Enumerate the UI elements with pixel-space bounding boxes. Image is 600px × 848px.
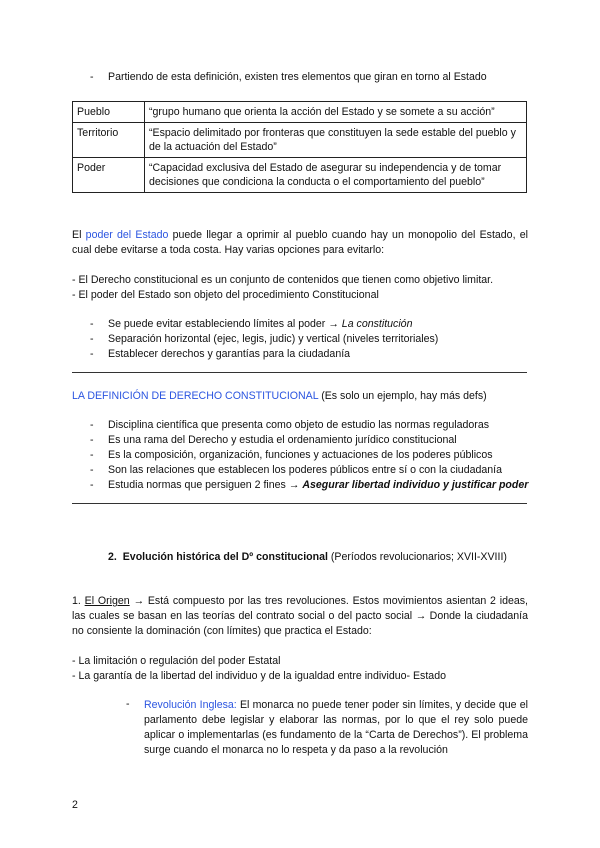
poder-del-estado-link[interactable]: poder del Estado <box>85 229 169 241</box>
table-definition: “Capacidad exclusiva del Estado de asegurar su independencia y de tomar decisiones que condiciona la conducta o el comportamiento del pueblo” <box>145 158 527 193</box>
poder-post: puede llegar a oprimir al pueblo cuando hay un monopolio del Estado, el cual debe evitarse a toda costa. Hay varias opciones para evitarlo: <box>72 229 528 256</box>
table-row <box>73 123 527 158</box>
intro-bullet <box>90 71 487 83</box>
list-item-text: Es una rama del Derecho y estudia el ordenamiento jurídico constitucional <box>108 434 457 446</box>
revolucion-text: El monarca no puede tener poder sin límites, y decide que el parlamento debe legislar y elaborar las normas, por lo que el rey solo puede aplicar o implementarlas (es fundamento de la “Carta de Derechos”). El problema surge cuando el monarca no lo respeta y da paso a la revolución <box>144 699 528 756</box>
list-item-emphasis: La constitución <box>341 318 413 330</box>
origen-text: → Está compuesto por las tres revoluciones. Estos movimientos asientan 2 ideas, las cuales se basan en las teorías del contrato social o del pacto social → Donde la ciudadanía no consiente la dominación (con límites) que practica el Estado: <box>72 595 528 637</box>
bullet-dash: - <box>90 333 94 345</box>
origen-paragraph <box>72 594 528 639</box>
derecho-line: - El poder del Estado son objeto del procedimiento Constitucional <box>72 289 379 301</box>
list-item-text: Establecer derechos y garantías para la ciudadanía <box>108 348 351 360</box>
revolucion-inglesa-paragraph <box>144 698 528 758</box>
poder-pre: El <box>72 229 86 241</box>
derecho-line: - El Derecho constitucional es un conjunto de contenidos que tienen como objetivo limitar. <box>72 274 494 286</box>
table-term: Pueblo <box>73 102 145 123</box>
list-item <box>90 434 457 446</box>
bullet-dash: - <box>90 348 94 360</box>
revolucion-inglesa-link[interactable]: Revolución Inglesa: <box>144 699 237 711</box>
list-item-text: Separación horizontal (ejec, legis, judic) y vertical (niveles territoriales) <box>108 333 439 345</box>
origen-number: 1. <box>72 595 85 607</box>
list-item <box>90 419 489 431</box>
origen-line: - La limitación o regulación del poder Estatal <box>72 655 281 667</box>
list-item-text: Es la composición, organización, funciones y actuaciones de los poderes públicos <box>108 449 493 461</box>
section-subtitle: (Períodos revolucionarios; XVII-XVIII) <box>327 551 507 563</box>
list-item-text: Son las relaciones que establecen los poderes públicos entre sí o con la ciudadanía <box>108 464 502 476</box>
list-item-emphasis: Asegurar libertad individuo y justificar poder <box>302 479 529 491</box>
list-item <box>90 348 350 360</box>
intro-bullet-text: Partiendo de esta definición, existen tres elementos que giran en torno al Estado <box>108 71 487 83</box>
list-item <box>90 333 438 345</box>
table-definition: “grupo humano que orienta la acción del Estado y se somete a su acción” <box>145 102 527 123</box>
table-row <box>73 158 527 193</box>
definicion-title: LA DEFINICIÓN DE DERECHO CONSTITUCIONAL <box>72 390 319 402</box>
list-item <box>90 318 412 330</box>
definicion-heading <box>72 390 487 402</box>
table-term: Poder <box>73 158 145 193</box>
divider <box>72 503 527 504</box>
definicion-note: (Es solo un ejemplo, hay más defs) <box>318 390 487 402</box>
section-heading <box>108 551 507 563</box>
bullet-dash: - <box>90 434 94 446</box>
bullet-dash: - <box>90 318 94 330</box>
list-item-text: Estudia normas que persiguen 2 fines → <box>108 479 303 491</box>
list-item <box>90 479 528 491</box>
page-number: 2 <box>72 799 78 811</box>
list-item <box>90 449 493 461</box>
section-title: Evolución histórica del Dº constitucional <box>122 551 328 563</box>
table-definition: “Espacio delimitado por fronteras que constituyen la sede estable del pueblo y de la actuación del Estado” <box>145 123 527 158</box>
section-number: 2. <box>108 551 117 563</box>
table-row <box>73 102 527 123</box>
list-item <box>90 464 502 476</box>
bullet-dash: - <box>90 419 94 431</box>
bullet-dash: - <box>90 71 94 83</box>
bullet-dash: - <box>90 449 94 461</box>
table-term: Territorio <box>73 123 145 158</box>
bullet-dash: - <box>90 479 94 491</box>
list-item-text: Se puede evitar estableciendo límites al poder → <box>108 318 342 330</box>
origen-label: El Origen <box>84 595 130 607</box>
bullet-dash: - <box>90 464 94 476</box>
divider <box>72 372 527 373</box>
origen-line: - La garantía de la libertad del individuo y de la igualdad entre individuo- Estado <box>72 670 446 682</box>
poder-paragraph <box>72 228 528 258</box>
bullet-dash: - <box>126 698 130 710</box>
elements-table <box>72 101 527 193</box>
list-item-text: Disciplina científica que presenta como objeto de estudio las normas reguladoras <box>108 419 490 431</box>
